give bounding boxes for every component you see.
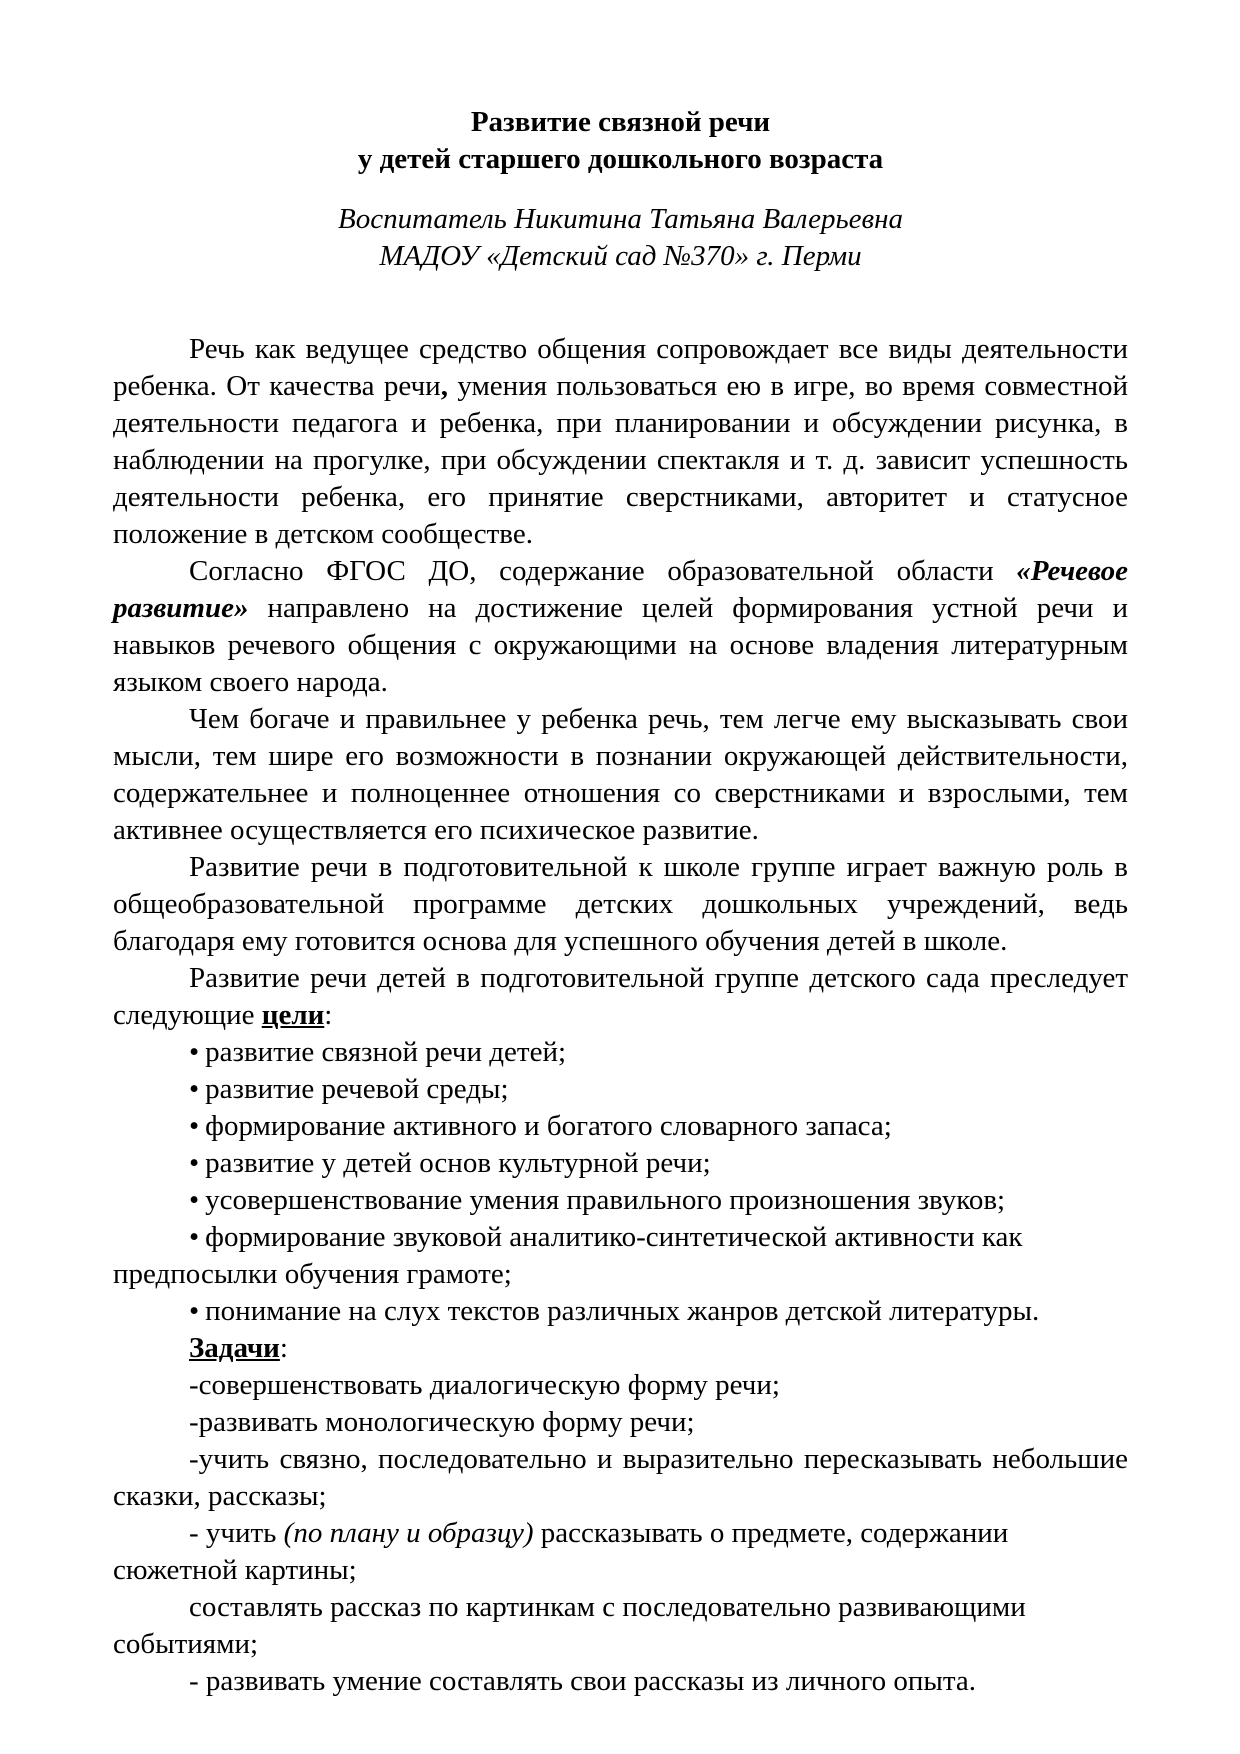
paragraph-prep-group: Развитие речи в подготовительной к школе группе играет важную роль в общеобразовательной программе детских дошкольных учреждений, ведь благодаря ему готовится основа для успешного обучения детей в школе. [113, 851, 1128, 957]
goal-item-text: развитие связной речи детей; [205, 1036, 567, 1068]
task-item [113, 1404, 1128, 1441]
fgos-text-post: направлено на достижение целей формирования устной речи и навыков речевого общения с окружающими на основе владения литературным языком своего народа. [113, 592, 1128, 698]
title-line-1: Развитие связной речи [470, 106, 771, 138]
goal-item-text: формирование звуковой аналитико-синтетической активности как предпосылки обучения грамоте; [113, 1221, 1023, 1290]
goal-item [113, 1293, 1128, 1330]
author-name: Воспитатель Никитина Татьяна Валерьевна [338, 203, 903, 235]
paragraph-fgos [113, 553, 1128, 701]
tasks-heading [113, 1330, 1128, 1367]
task-item [113, 1589, 1128, 1663]
goal-item-text: развитие речевой среды; [205, 1073, 509, 1105]
goals-intro-colon: : [324, 999, 333, 1031]
intro-bold-comma: , [440, 370, 448, 402]
goal-item [113, 1071, 1128, 1108]
bullet-icon: • [189, 1147, 200, 1179]
title-line-2: у детей старшего дошкольного возраста [357, 143, 884, 175]
task-item-text: составлять рассказ по картинкам с последовательно развивающими событиями; [113, 1591, 1026, 1660]
goal-item [113, 1182, 1128, 1219]
task-item [113, 1515, 1128, 1589]
goal-item-text: понимание на слух текстов различных жанров детской литературы. [205, 1295, 1040, 1327]
task-item [113, 1367, 1128, 1404]
task-item-text: - развивать умение составлять свои рассказы из личного опыта. [189, 1665, 977, 1697]
author-organization: МАДОУ «Детский сад №370» г. Перми [379, 240, 862, 272]
paragraph-rich-speech: Чем богаче и правильнее у ребенка речь, тем легче ему высказывать свои мысли, тем шире его возможности в познании окружающей действительности, содержательнее и полноценнее отношения со сверстниками и взрослыми, тем активнее осуществляется его психическое развитие. [113, 703, 1128, 846]
goal-item-text: формирование активного и богатого словарного запаса; [205, 1110, 892, 1142]
paragraph-intro [113, 331, 1128, 553]
task-item-text: - учить [189, 1517, 284, 1549]
bullet-icon: • [189, 1073, 200, 1105]
bullet-icon: • [189, 1036, 200, 1068]
goal-item [113, 1219, 1128, 1293]
tasks-keyword: Задачи [189, 1332, 280, 1364]
bullet-icon: • [189, 1184, 200, 1216]
bullet-icon: • [189, 1110, 200, 1142]
paragraph-goals-intro [113, 960, 1128, 1034]
intro-text-post: умения пользоваться ею в игре, во время совместной деятельности педагога и ребенка, при планировании и обсуждении рисунка, в наблюдении на прогулке, при обсуждении спектакля и т. д. зависит успешность деятельности ребенка, его принятие сверстниками, авторитет и статусное положение в детском сообществе. [113, 370, 1129, 550]
task-item [113, 1441, 1128, 1515]
document-body [113, 331, 1128, 1700]
goals-intro-text: Развитие речи детей в подготовительной группе детского сада преследует следующие [113, 962, 1128, 1031]
task-item-text: рассказывать о предмете, содержании сюжетной картины; [113, 1517, 1009, 1586]
tasks-heading-colon: : [279, 1332, 288, 1364]
fgos-text-pre: Согласно ФГОС ДО, содержание образовательной области [189, 555, 1017, 587]
author-block [113, 201, 1128, 275]
task-item [113, 1663, 1128, 1700]
task-item-italic: (по плану и образцу) [283, 1517, 534, 1549]
bullet-icon: • [189, 1295, 200, 1327]
task-item-text: -учить связно, последовательно и выразительно пересказывать небольшие сказки, рассказы; [113, 1443, 1128, 1512]
goal-item-text: развитие у детей основ культурной речи; [205, 1147, 711, 1179]
goal-item [113, 1145, 1128, 1182]
document-title [113, 104, 1128, 178]
goal-item [113, 1108, 1128, 1145]
bullet-icon: • [189, 1221, 200, 1253]
intro-text-pre: Речь как ведущее средство общения сопровождает все виды деятельности ребенка. От качества речи [113, 333, 1128, 402]
goal-item-text: усовершенствование умения правильного произношения звуков; [205, 1184, 1006, 1216]
task-item-text: -развивать монологическую форму речи; [189, 1406, 695, 1438]
goals-keyword: цели [261, 999, 325, 1031]
task-item-text: -совершенствовать диалогическую форму речи; [189, 1369, 780, 1401]
fgos-emphasis: «Речевое развитие» [113, 555, 1128, 624]
goal-item [113, 1034, 1128, 1071]
